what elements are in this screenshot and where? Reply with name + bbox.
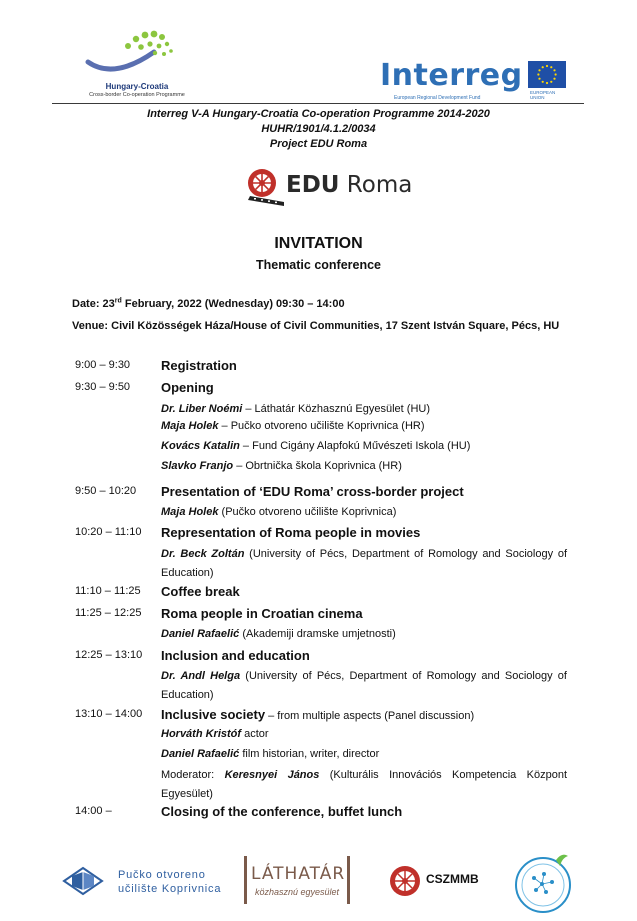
programme-line-1: Interreg V-A Hungary-Croatia Co-operation Programme 2014-2020 bbox=[147, 108, 490, 120]
book-icon bbox=[60, 864, 106, 898]
agenda-title bbox=[161, 707, 474, 722]
invitation-title: INVITATION bbox=[274, 235, 363, 252]
agenda-title: Roma people in Croatian cinema bbox=[161, 606, 363, 621]
speaker-affiliation: film historian, writer, director bbox=[239, 748, 380, 760]
speaker-line bbox=[161, 506, 396, 518]
interreg-fund-text: European Regional Development Fund bbox=[394, 95, 481, 101]
speaker-affiliation: – Pučko otvoreno učilište Koprivnica (HR) bbox=[218, 420, 425, 432]
invitation-subtitle: Thematic conference bbox=[255, 258, 382, 272]
event-date-rest: February, 2022 (Wednesday) 09:30 – 14:00 bbox=[121, 298, 345, 310]
edu-roma-logo bbox=[244, 166, 413, 206]
agenda-time: 14:00 – bbox=[75, 805, 112, 817]
speaker-name: Slavko Franjo bbox=[161, 460, 234, 472]
speaker-line bbox=[161, 420, 425, 432]
moderator-prefix: Moderator: bbox=[161, 769, 225, 781]
speaker-line bbox=[161, 440, 470, 452]
agenda-time: 11:25 – 12:25 bbox=[75, 607, 142, 619]
agenda-title: Inclusion and education bbox=[161, 648, 310, 663]
agenda-title: Coffee break bbox=[161, 584, 240, 599]
cszmmb-wheel-icon bbox=[388, 864, 422, 898]
speaker-line bbox=[161, 403, 430, 415]
speaker-affiliation: – Láthatár Közhasznú Egyesület (HU) bbox=[242, 403, 431, 415]
agenda-time: 13:10 – 14:00 bbox=[75, 708, 143, 720]
hc-logo-subtitle: Cross-border Co-operation Programme bbox=[89, 92, 185, 98]
agenda-title-text: Inclusive society bbox=[161, 707, 266, 722]
speaker-name: Daniel Rafaelić bbox=[161, 748, 240, 760]
speaker-name: Dr. Liber Noémi bbox=[161, 403, 243, 415]
speaker-line bbox=[161, 728, 269, 740]
lathatar-subtitle: közhasznú egyesület bbox=[255, 887, 340, 897]
edu-roma-wheel-icon bbox=[244, 166, 288, 206]
header-divider bbox=[52, 103, 584, 104]
speaker-name: Dr. Beck Zoltán bbox=[161, 548, 245, 560]
speaker-name: Daniel Rafaelić bbox=[161, 628, 240, 640]
hc-logo-title: Hungary-Croatia bbox=[105, 82, 169, 91]
programme-line-2: HUHR/1901/4.1.2/0034 bbox=[261, 123, 376, 135]
speaker-affiliation: (University of Pécs, Department of Romology and Sociology of Education) bbox=[161, 670, 567, 701]
event-venue: Venue: Civil Közösségek Háza/House of Civil Communities, 17 Szent István Square, Pécs, HU bbox=[72, 320, 560, 332]
agenda-title: Presentation of ‘EDU Roma’ cross-border project bbox=[161, 484, 464, 499]
hungary-croatia-logo bbox=[62, 28, 212, 102]
edu-roma-wordmark-rest: Roma bbox=[339, 172, 413, 198]
lathatar-wordmark: LÁTHATÁR bbox=[251, 864, 346, 884]
speaker-affiliation: (Akademiji dramske umjetnosti) bbox=[239, 628, 396, 640]
event-date-prefix: Date: 23 bbox=[72, 298, 115, 310]
speaker-affiliation: (Pučko otvoreno učilište Koprivnica) bbox=[218, 506, 397, 518]
speaker-affiliation: – Obrtnička škola Koprivnica (HR) bbox=[233, 460, 402, 472]
speaker-line bbox=[161, 460, 402, 472]
hungary-croatia-swoosh-logo bbox=[84, 28, 184, 78]
speaker-affiliation: – Fund Cigány Alapfokú Művészeti Iskola (HU) bbox=[239, 440, 471, 452]
interreg-wordmark: Interreg bbox=[380, 58, 523, 93]
agenda-title: Registration bbox=[161, 358, 237, 373]
edu-roma-wordmark-bold: EDU bbox=[286, 172, 340, 198]
agenda-time: 9:50 – 10:20 bbox=[75, 485, 137, 497]
agenda-title: Opening bbox=[161, 380, 214, 395]
speaker-line bbox=[161, 748, 379, 760]
programme-line-3: Project EDU Roma bbox=[269, 138, 368, 150]
agenda-time: 9:00 – 9:30 bbox=[75, 359, 131, 371]
speaker-name: Horváth Kristóf bbox=[161, 728, 242, 740]
speaker-name: Maja Holek bbox=[161, 420, 219, 432]
moderator-affiliation: (Kulturális Innovációs Kompetencia Központ Egyesület) bbox=[161, 769, 568, 800]
lathatar-logo bbox=[244, 856, 350, 904]
speaker-name: Dr. Andl Helga bbox=[161, 670, 241, 682]
agenda-time: 11:10 – 11:25 bbox=[75, 585, 141, 597]
agenda-title-note: – from multiple aspects (Panel discussion) bbox=[265, 710, 475, 722]
pucko-line-1: Pučko otvoreno bbox=[118, 869, 206, 881]
cszmmb-text: CSZMMB bbox=[426, 872, 479, 886]
speaker-line bbox=[161, 667, 567, 705]
speaker-line bbox=[161, 545, 567, 583]
speaker-affiliation: (University of Pécs, Department of Romology and Sociology of Education) bbox=[161, 548, 567, 579]
agenda-title: Representation of Roma people in movies bbox=[161, 525, 421, 540]
moderator-name: Keresnyei János bbox=[224, 769, 320, 781]
speaker-line bbox=[161, 628, 396, 640]
moderator-line bbox=[161, 766, 567, 804]
agenda-time: 10:20 – 11:10 bbox=[75, 526, 142, 538]
event-date-suffix: rd bbox=[114, 297, 122, 305]
pucko-line-2: učilište Koprivnica bbox=[118, 883, 222, 895]
pucko-text bbox=[118, 868, 221, 896]
agenda-title: Closing of the conference, buffet lunch bbox=[161, 804, 403, 819]
edu-roma-wordmark bbox=[286, 172, 412, 198]
circular-network-logo bbox=[510, 850, 576, 916]
agenda-time: 12:25 – 13:10 bbox=[75, 649, 143, 661]
cszmmb-logo bbox=[388, 864, 494, 898]
speaker-name: Kovács Katalin bbox=[161, 440, 240, 452]
agenda-time: 9:30 – 9:50 bbox=[75, 381, 131, 393]
speaker-affiliation: actor bbox=[241, 728, 269, 740]
eu-flag-icon bbox=[528, 61, 566, 88]
event-date bbox=[72, 298, 345, 310]
pucko-logo bbox=[60, 858, 232, 904]
eu-label: EUROPEAN UNION bbox=[530, 90, 556, 100]
speaker-name: Maja Holek bbox=[161, 506, 219, 518]
interreg-logo bbox=[380, 58, 570, 100]
